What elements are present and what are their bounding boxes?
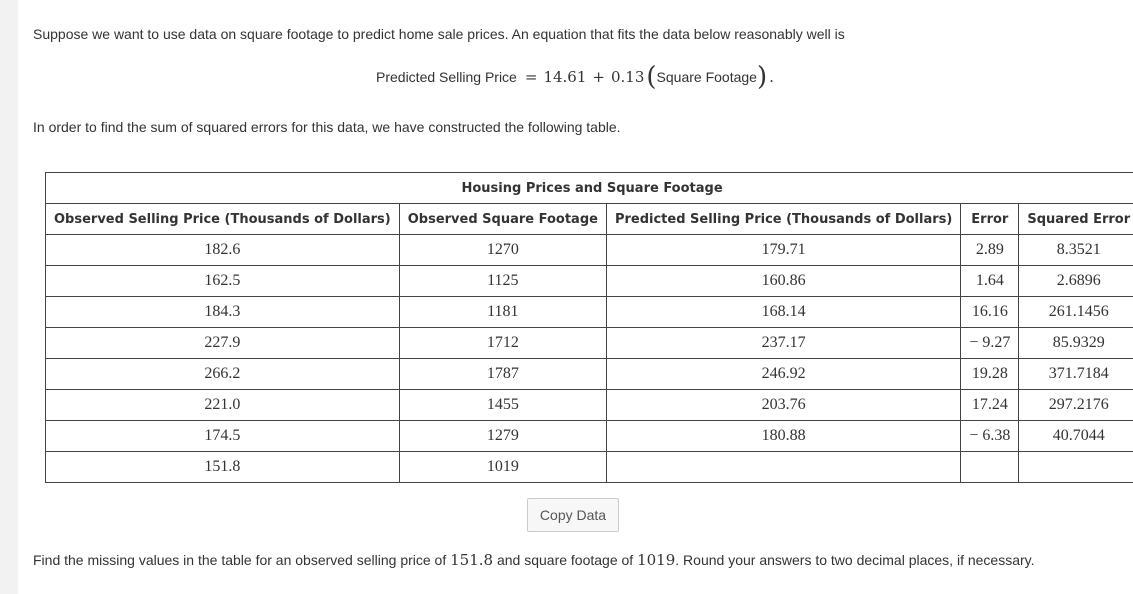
- cell-observed-footage: 1019: [399, 452, 606, 483]
- cell-observed-footage: 1787: [399, 359, 606, 390]
- cell-observed-price: 151.8: [46, 452, 400, 483]
- cell-predicted-price: 168.14: [606, 297, 960, 328]
- table-row: [46, 297, 1133, 328]
- cell-observed-footage: 1455: [399, 390, 606, 421]
- cell-observed-price: 184.3: [46, 297, 400, 328]
- table-row: [46, 421, 1133, 452]
- table-title: Housing Prices and Square Footage: [46, 173, 1133, 204]
- cell-observed-price: 162.5: [46, 266, 400, 297]
- cell-observed-footage: 1270: [399, 235, 606, 266]
- cell-error: − 6.38: [961, 421, 1019, 452]
- header-predicted-price: Predicted Selling Price (Thousands of Dollars): [606, 204, 960, 235]
- housing-data-table: [45, 172, 1133, 483]
- cell-observed-price: 182.6: [46, 235, 400, 266]
- cell-predicted-price-blank: [606, 452, 960, 483]
- cell-observed-footage: 1181: [399, 297, 606, 328]
- cell-squared-error: 40.7044: [1019, 421, 1133, 452]
- cell-predicted-price: 180.88: [606, 421, 960, 452]
- cell-observed-price: 174.5: [46, 421, 400, 452]
- cell-squared-error: 8.3521: [1019, 235, 1133, 266]
- question-text: [33, 551, 1035, 569]
- equation-close-paren: ): [756, 62, 768, 92]
- table-row: [46, 235, 1133, 266]
- cell-observed-price: 221.0: [46, 390, 400, 421]
- table-row: [46, 328, 1133, 359]
- equation-period: .: [769, 68, 774, 86]
- table-row: [46, 390, 1133, 421]
- cell-predicted-price: 160.86: [606, 266, 960, 297]
- intro-text: Suppose we want to use data on square footage to predict home sale prices. An equation that fits the data below reasonably well is: [33, 26, 845, 42]
- header-error: Error: [961, 204, 1019, 235]
- cell-error: 2.89: [961, 235, 1019, 266]
- cell-squared-error: 85.9329: [1019, 328, 1133, 359]
- header-squared-error: Squared Error: [1019, 204, 1133, 235]
- cell-predicted-price: 203.76: [606, 390, 960, 421]
- cell-squared-error-blank: [1019, 452, 1133, 483]
- table-title-row: [46, 173, 1133, 204]
- table-row-missing: [46, 452, 1133, 483]
- question-footage: 1019: [637, 551, 676, 569]
- cell-squared-error: 261.1456: [1019, 297, 1133, 328]
- regression-equation: [376, 64, 774, 90]
- question-part3: . Round your answers to two decimal places, if necessary.: [675, 552, 1035, 568]
- equation-variable: Square Footage: [656, 69, 757, 85]
- cell-squared-error: 297.2176: [1019, 390, 1133, 421]
- copy-data-button[interactable]: Copy Data: [527, 498, 619, 532]
- cell-observed-footage: 1279: [399, 421, 606, 452]
- equation-plus: +: [592, 68, 605, 86]
- cell-error-blank: [961, 452, 1019, 483]
- cell-error: − 9.27: [961, 328, 1019, 359]
- left-margin-bar: [0, 0, 18, 594]
- cell-predicted-price: 237.17: [606, 328, 960, 359]
- header-observed-price: Observed Selling Price (Thousands of Dollars): [46, 204, 400, 235]
- header-observed-footage: Observed Square Footage: [399, 204, 606, 235]
- cell-observed-footage: 1712: [399, 328, 606, 359]
- cell-predicted-price: 246.92: [606, 359, 960, 390]
- cell-error: 16.16: [961, 297, 1019, 328]
- cell-error: 19.28: [961, 359, 1019, 390]
- cell-observed-price: 227.9: [46, 328, 400, 359]
- question-part2: and square footage of: [493, 552, 638, 568]
- cell-squared-error: 371.7184: [1019, 359, 1133, 390]
- question-part1: Find the missing values in the table for an observed selling price of: [33, 552, 451, 568]
- question-price: 151.8: [450, 551, 494, 569]
- cell-observed-footage: 1125: [399, 266, 606, 297]
- table-row: [46, 359, 1133, 390]
- equation-equals: =: [524, 68, 538, 86]
- table-row: [46, 266, 1133, 297]
- cell-error: 17.24: [961, 390, 1019, 421]
- cell-squared-error: 2.6896: [1019, 266, 1133, 297]
- equation-lhs: Predicted Selling Price: [376, 69, 517, 85]
- cell-error: 1.64: [961, 266, 1019, 297]
- equation-open-paren: (: [646, 62, 657, 92]
- cell-observed-price: 266.2: [46, 359, 400, 390]
- table-header-row: [46, 204, 1133, 235]
- equation-slope: 0.13: [610, 68, 645, 86]
- table-intro-text: In order to find the sum of squared errors for this data, we have constructed the following table.: [33, 119, 621, 135]
- equation-intercept: 14.61: [543, 68, 587, 86]
- cell-predicted-price: 179.71: [606, 235, 960, 266]
